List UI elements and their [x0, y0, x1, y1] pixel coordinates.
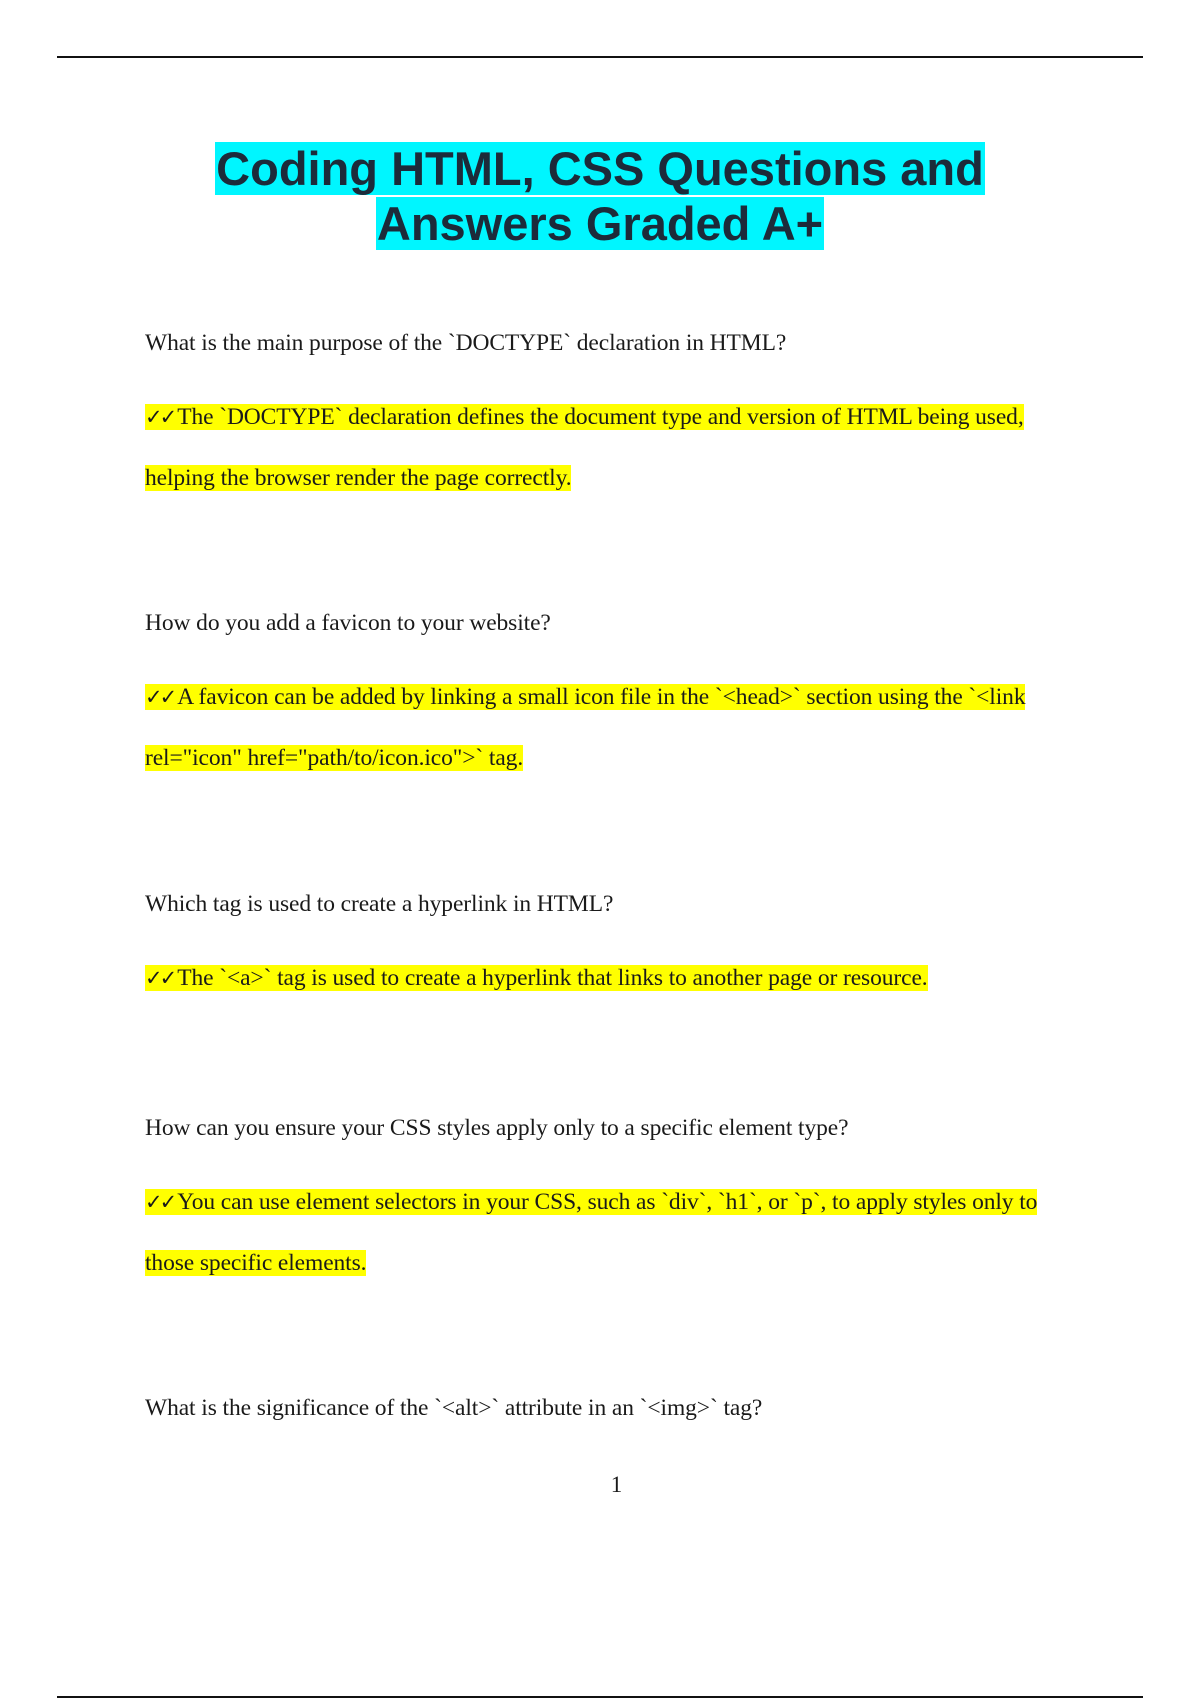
answer-text: The `DOCTYPE` declaration defines the document type and version of HTML being used, helping the browser render the page correctly.	[145, 404, 1024, 491]
answer-1	[145, 387, 1085, 509]
question-5: What is the significance of the `<alt>` attribute in an `<img>` tag?	[145, 1395, 763, 1421]
answer-text: You can use element selectors in your CSS, such as `div`, `h1`, or `p`, to apply styles only to those specific elements.	[145, 1189, 1038, 1276]
check-icon: ✓✓	[145, 405, 175, 429]
page-number: 1	[610, 1472, 623, 1497]
answer-text: A favicon can be added by linking a small icon file in the `<head>` section using the `<link rel="icon" href="path/to/icon.ico">` tag.	[145, 684, 1026, 771]
question-3: Which tag is used to create a hyperlink in HTML?	[145, 891, 614, 917]
check-icon: ✓✓	[145, 966, 175, 990]
title-line-2: Answers Graded A+	[376, 197, 824, 250]
title-line-1: Coding HTML, CSS Questions and	[216, 142, 984, 195]
answer-2	[145, 667, 1085, 789]
bottom-rule	[57, 1696, 1143, 1698]
question-2: How do you add a favicon to your website?	[145, 610, 551, 636]
check-icon: ✓✓	[145, 1190, 175, 1214]
answer-3	[145, 948, 1085, 1009]
question-1: What is the main purpose of the `DOCTYPE` declaration in HTML?	[145, 330, 787, 356]
question-4: How can you ensure your CSS styles apply only to a specific element type?	[145, 1115, 849, 1141]
top-rule	[57, 56, 1143, 58]
answer-4	[145, 1172, 1085, 1294]
document-title	[150, 141, 1050, 251]
check-icon: ✓✓	[145, 685, 175, 709]
answer-text: The `<a>` tag is used to create a hyperlink that links to another page or resource.	[177, 965, 928, 991]
